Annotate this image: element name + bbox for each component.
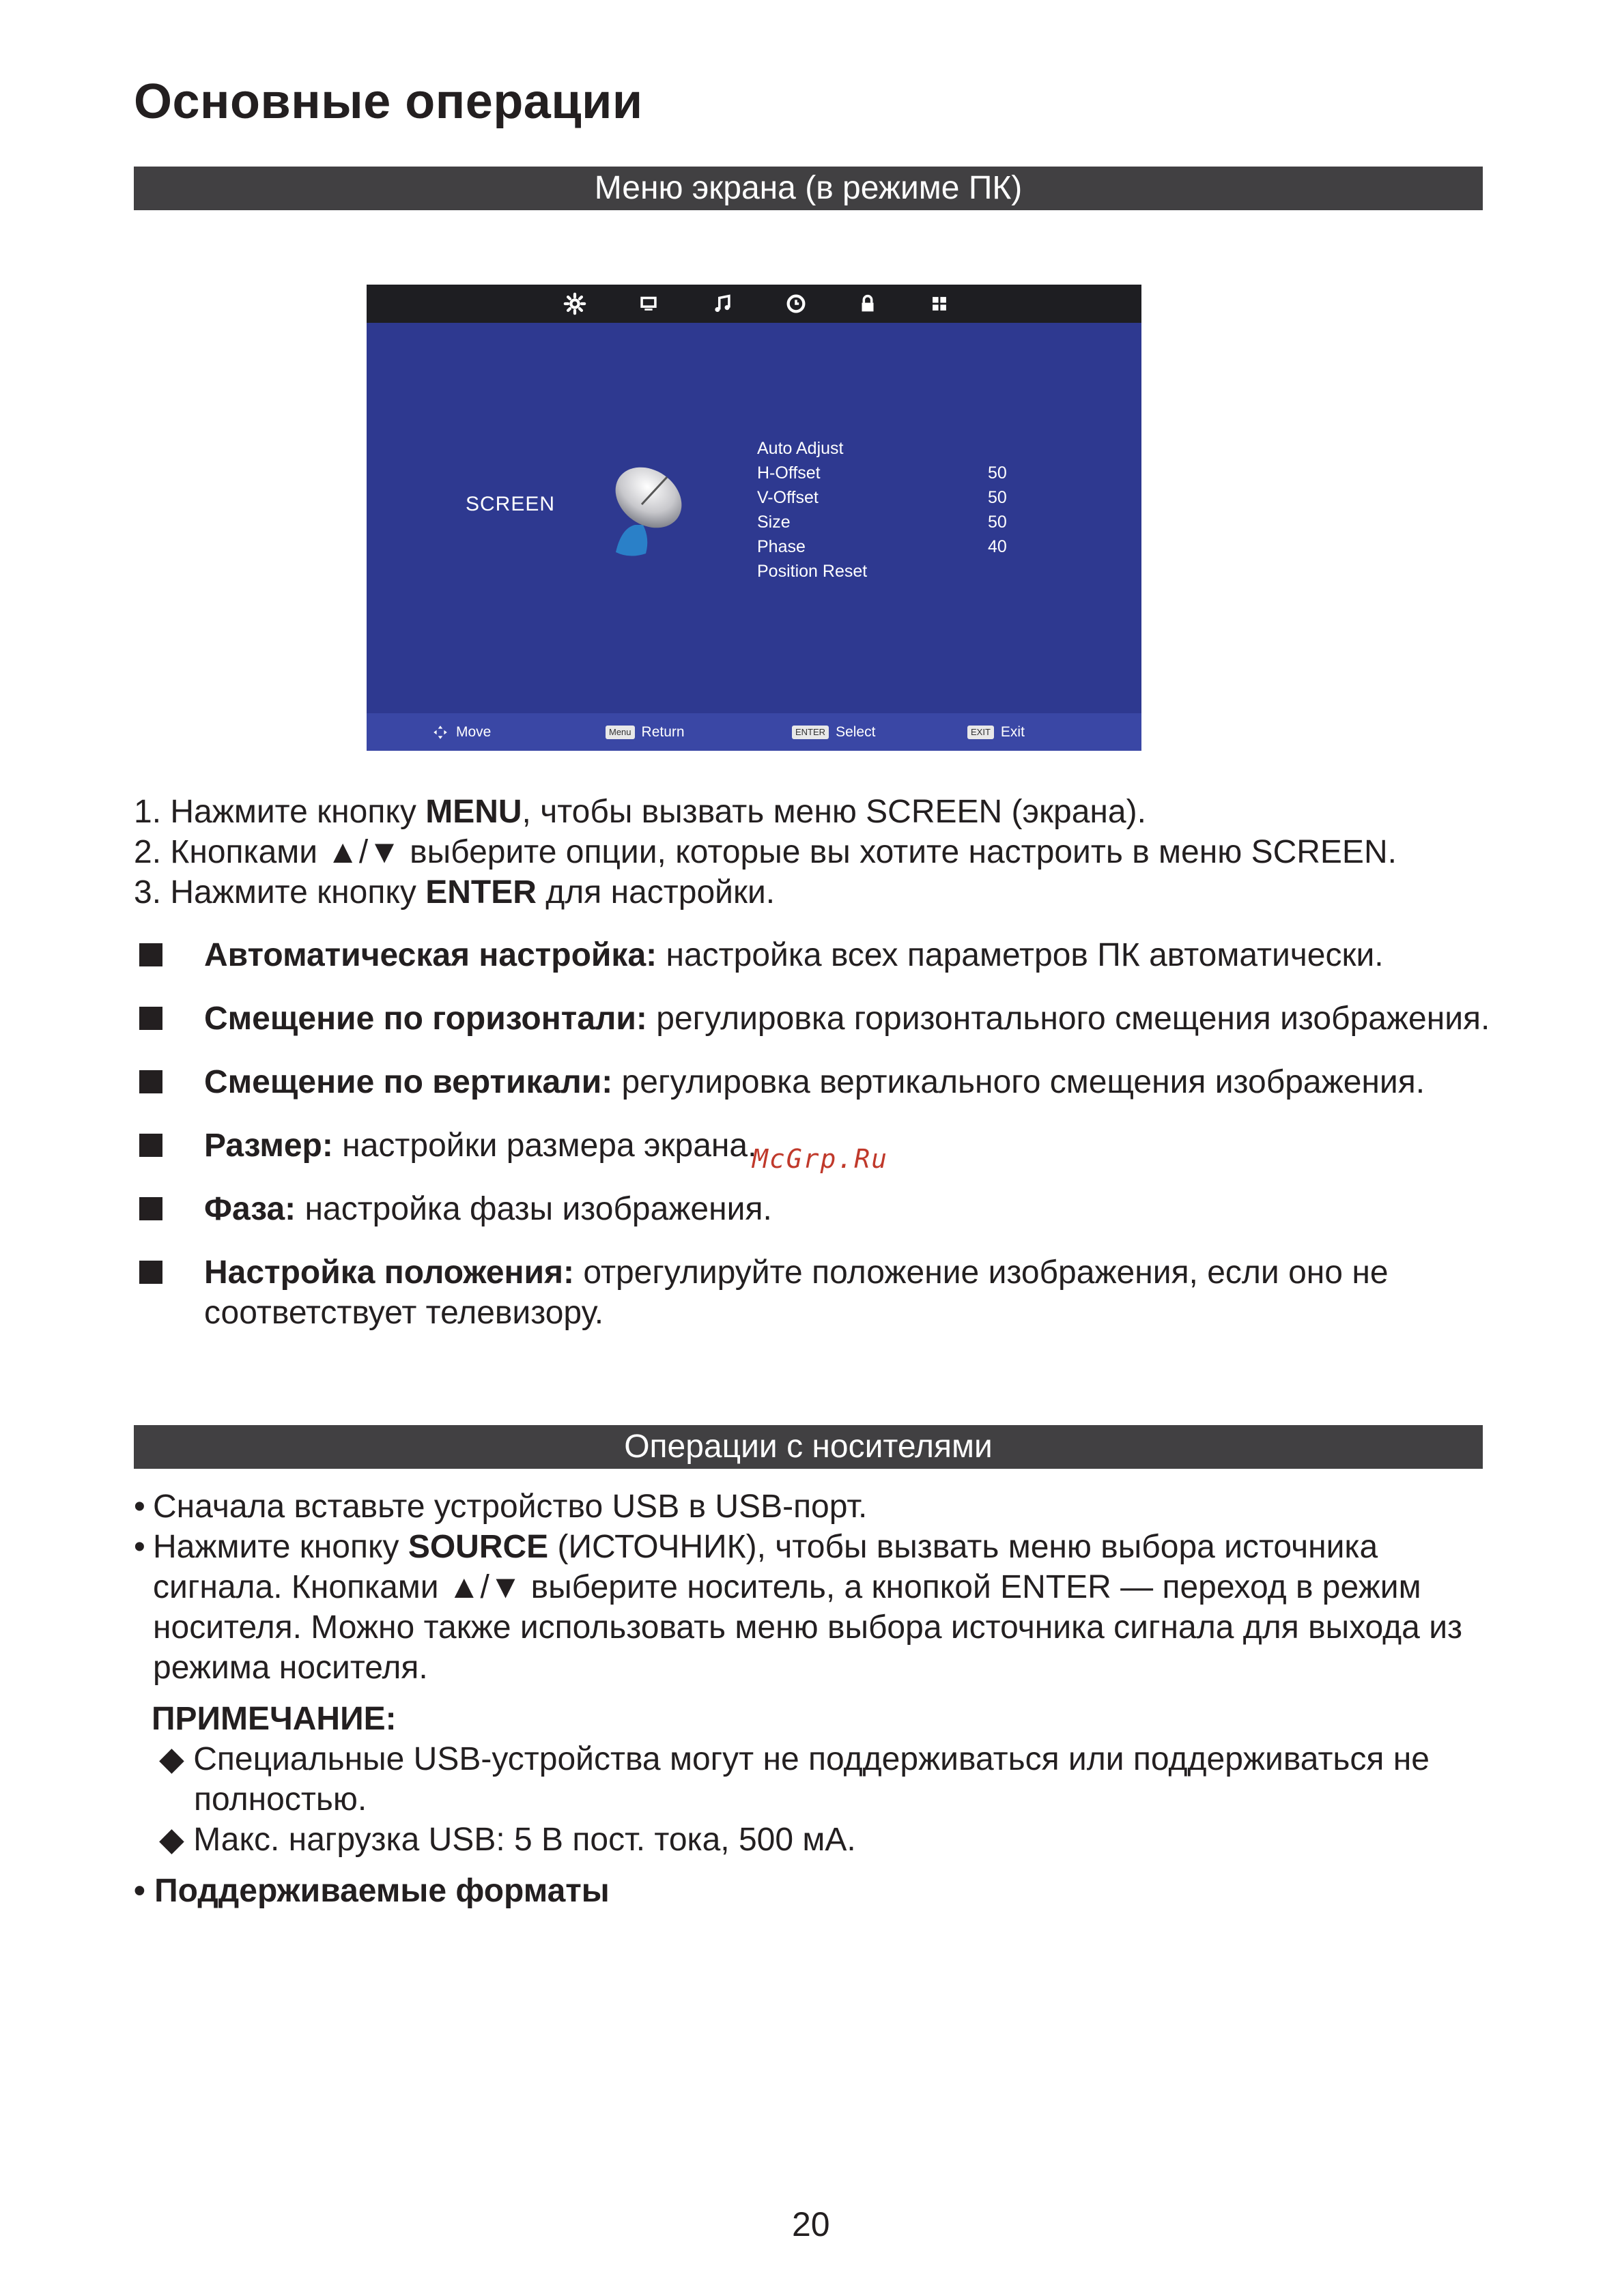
square-bullet-icon (139, 943, 162, 966)
menu-key-icon: Menu (606, 726, 635, 739)
osd-menu-item[interactable]: Phase 40 (757, 537, 1007, 556)
music-note-icon (710, 291, 735, 316)
monitor-icon (636, 291, 661, 316)
note-item: ◆ Макс. нагрузка USB: 5 В пост. тока, 500 мА. (159, 1822, 856, 1858)
step-1: 1. Нажмите кнопку MENU, чтобы вызвать меню SCREEN (экрана). (134, 794, 1146, 830)
square-bullet-icon (139, 1134, 162, 1157)
supported-formats-heading: • Поддерживаемые форматы (134, 1873, 610, 1909)
move-arrows-icon (431, 723, 449, 741)
media-operations (134, 1487, 1492, 1911)
osd-menu-item[interactable]: Auto Adjust (757, 439, 844, 458)
section-heading-media: Операции с носителями (134, 1425, 1483, 1469)
enter-key-icon: ENTER (792, 726, 829, 739)
list-item: Фаза: настройка фазы изображения. (134, 1189, 1492, 1229)
osd-hint-exit: EXIT Exit (967, 713, 1025, 751)
exit-key-icon: EXIT (967, 726, 994, 739)
page-number: 20 (792, 2205, 830, 2243)
bullet-dot-icon: • (134, 1529, 145, 1565)
osd-menu-item[interactable]: V-Offset 50 (757, 488, 1007, 507)
list-item: • Нажмите кнопку SOURCE (ИСТОЧНИК), чтобы вызвать меню выбора источника сигнала. Кнопками ▲/▼ выберите носитель, а кнопкой ENTER — переход в режим носителя. Можно также использовать меню выбора источника сигнала для выхода из режима носителя. (134, 1527, 1492, 1688)
note-title: ПРИМЕЧАНИЕ: (152, 1701, 397, 1737)
list-item: Смещение по вертикали: регулировка вертикального смещения изображения. (134, 1062, 1492, 1102)
osd-tab-bar (367, 285, 1141, 323)
page-title: Основные операции (134, 74, 643, 129)
osd-hint-return: Menu Return (606, 713, 685, 751)
section-heading-pc-menu: Меню экрана (в режиме ПК) (134, 167, 1483, 210)
square-bullet-icon (139, 1007, 162, 1030)
osd-screenshot (367, 285, 1141, 751)
osd-hint-move: Move (431, 713, 491, 751)
square-bullet-icon (139, 1197, 162, 1220)
watermark: McGrp.Ru (752, 1144, 889, 1174)
step-2: 2. Кнопками ▲/▼ выберите опции, которые вы хотите настроить в меню SCREEN. (134, 834, 1397, 870)
osd-menu-item[interactable]: H-Offset 50 (757, 463, 1007, 483)
grid-icon (927, 291, 952, 316)
list-item: Автоматическая настройка: настройка всех параметров ПК автоматически. (134, 935, 1492, 975)
osd-menu-item[interactable]: Size 50 (757, 513, 1007, 532)
list-item: Настройка положения: отрегулируйте положение изображения, если оно не соответствует телевизору. (134, 1252, 1492, 1333)
list-item: Размер: настройки размера экрана. (134, 1125, 1492, 1166)
osd-hint-select: ENTER Select (792, 713, 875, 751)
square-bullet-icon (139, 1261, 162, 1284)
list-item: Смещение по горизонтали: регулировка горизонтального смещения изображения. (134, 999, 1492, 1039)
clock-icon (784, 291, 808, 316)
instruction-steps (134, 792, 1397, 913)
step-3: 3. Нажмите кнопку ENTER для настройки. (134, 874, 776, 910)
osd-screen-label: SCREEN (466, 493, 556, 515)
osd-hint-bar (367, 713, 1141, 751)
satellite-dish-icon (602, 457, 691, 559)
bullet-dot-icon: • (134, 1489, 145, 1525)
gear-icon (563, 291, 587, 316)
lock-icon (855, 291, 880, 316)
note-item: ◆ Специальные USB-устройства могут не поддерживаться или поддерживаться не полностью. (159, 1741, 1430, 1818)
square-bullet-icon (139, 1070, 162, 1093)
osd-menu-item[interactable]: Position Reset (757, 562, 868, 581)
osd-menu-list (757, 436, 1044, 584)
list-item: • Сначала вставьте устройство USB в USB-порт. (134, 1487, 1492, 1527)
